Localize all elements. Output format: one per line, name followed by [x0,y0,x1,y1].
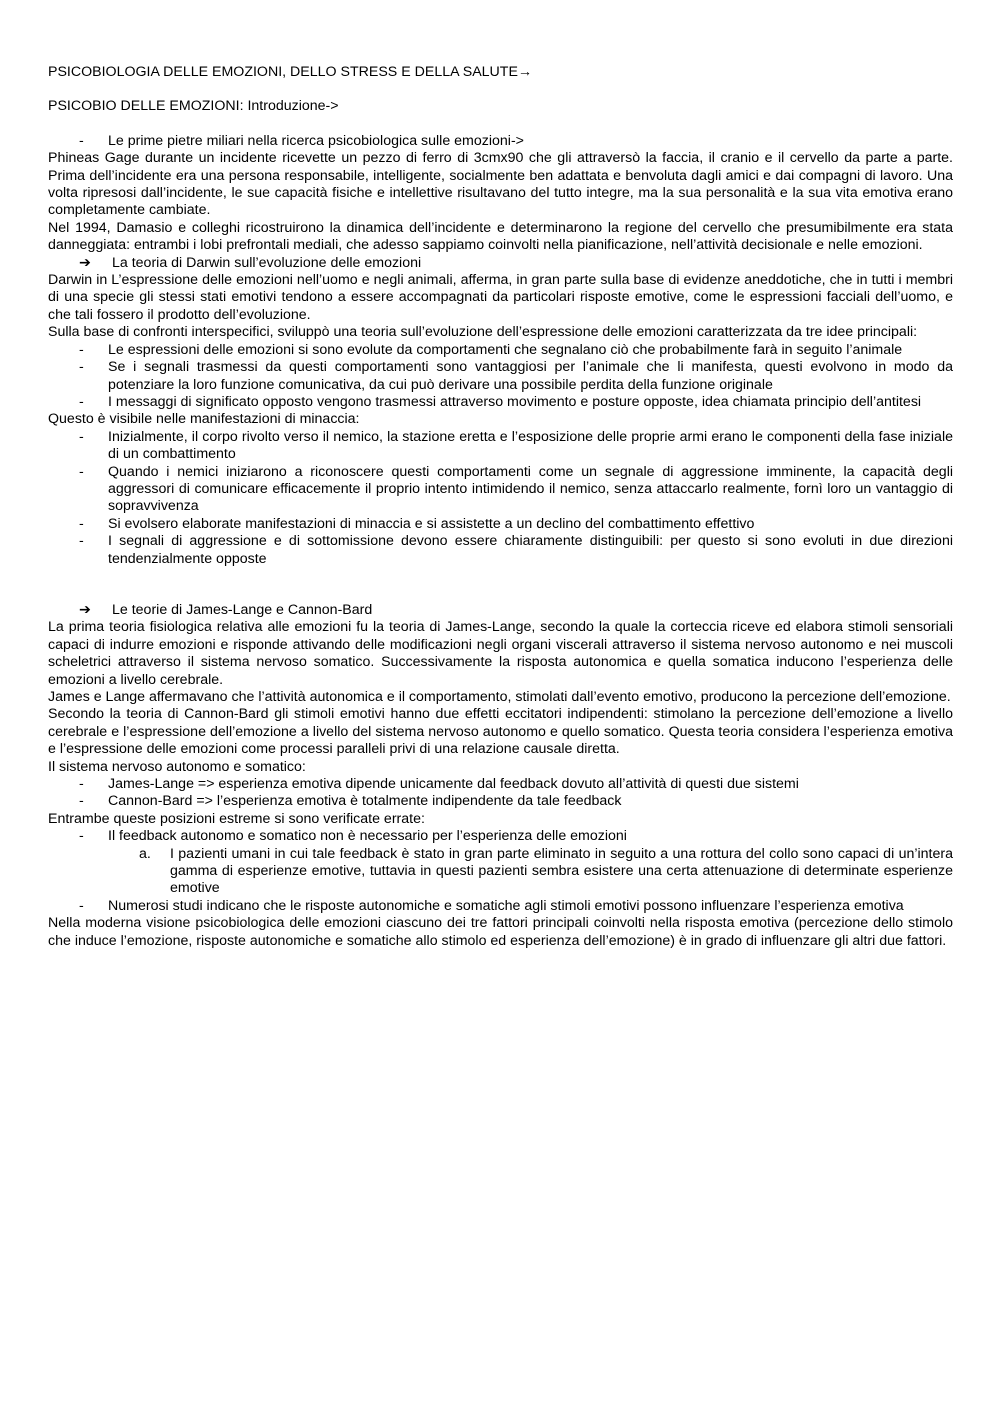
list-item: - Si evolsero elaborate manifestazioni di minaccia e si assistette a un declino del combattimento effettivo [79,515,755,532]
list-item: - Numerosi studi indicano che le risposte autonomiche e somatiche agli stimoli emotivi possono influenzare l’esperienza emotiva [79,897,904,914]
arrow-icon: ➔ [79,601,91,618]
list-item: - James-Lange => esperienza emotiva dipende unicamente dal feedback dovuto all’attività di questi due sistemi [79,776,799,793]
paragraph: Phineas Gage durante un incidente ricevette un pezzo di ferro di 3cmx90 che gli attraversò la faccia, il cranio e il cervello da parte a parte. Prima dell’incidente era una persona responsabile, intelligente, socialmente ben adattata e benvoluta dagli amici e dai compagni di lavoro. Una volta ripresosi dall’incidente, le sue capacità fisiche e intellettive risultavano del tutto integre, ma la sua personalità e la sua vita emotiva erano completamente cambiate. [48,150,953,219]
paragraph: Darwin in L’espressione delle emozioni nell’uomo e negli animali, afferma, in gran parte sulla base di evidenze aneddotiche, che in tutti i membri di una specie gli stessi stati emotivi tendono a essere accompagnati da particolari risposte emotive, come le espressioni facciali dell’uomo, e che tali fossero il prodotto dell’evoluzione. [48,272,953,323]
document-title: PSICOBIOLOGIA DELLE EMOZIONI, DELLO STRESS E DELLA SALUTE→ [48,64,533,80]
paragraph: Sulla base di confronti interspecifici, sviluppò una teoria sull’evoluzione dell’espressione delle emozioni caratterizzata da tre idee principali: [48,324,918,341]
paragraph: Secondo la teoria di Cannon-Bard gli stimoli emotivi hanno due effetti eccitatori indipendenti: stimolano la percezione dell’emozione a livello cerebrale e l’espressione dell’emozione a livello del sistema nervoso autonomo e quello somatico. Questa teoria considera l’esperienza emotiva e l’espressione delle emozioni come processi paralleli privi di una relazione causale diretta. [48,706,953,758]
paragraph: Il sistema nervoso autonomo e somatico: [48,758,306,775]
list-item: - I segnali di aggressione e di sottomissione devono essere chiaramente distinguibili: per questo si sono evoluti in due direzioni tendenzialmente opposte [79,533,953,567]
section-heading-james-lange: ➔ Le teorie di James-Lange e Cannon-Bard [79,601,373,618]
document-page [48,64,953,950]
paragraph: Nel 1994, Damasio e colleghi ricostruirono la dinamica dell’incidente e determinarono la regione del cervello che presumibilmente era stata danneggiata: entrambi i lobi prefrontali mediali, che adesso sappiamo coinvolti nella pianificazione, nell’attività decisionale e nelle emozioni. [48,219,953,254]
paragraph: La prima teoria fisiologica relativa alle emozioni fu la teoria di James-Lange, secondo la quale la corteccia riceve ed elabora stimoli sensoriali capaci di indurre emozioni e risponde attivando delle modificazioni negli organi viscerali attraverso il sistema nervoso autonomo e nei muscoli scheletrici attraverso il sistema nervoso somatico. Successivamente la risposta autonomica e quella somatica inducono l’esperienza delle emozioni a livello cerebrale. [48,619,953,688]
list-item: - Inizialmente, il corpo rivolto verso il nemico, la stazione eretta e l’esposizione delle proprie armi erano le componenti della fase iniziale di un combattimento [79,428,953,463]
paragraph: Nella moderna visione psicobiologica delle emozioni ciascuno dei tre fattori principali coinvolti nella risposta emotiva (percezione dello stimolo che induce l’emozione, risposte autonomiche e somatiche allo stimolo ed esperienza dell’emozione) è in grado di influenzare gli altri due fattori. [48,915,953,949]
section-heading-darwin: ➔ La teoria di Darwin sull’evoluzione delle emozioni [79,254,422,271]
paragraph: James e Lange affermavano che l’attività autonomica e il comportamento, stimolati dall’evento emotivo, producono la percezione dell’emozione. [48,689,951,705]
section-heading-milestones: - Le prime pietre miliari nella ricerca psicobiologica sulle emozioni-> [79,132,524,149]
bullet-marker: - [79,132,84,149]
list-item: - I messaggi di significato opposto vengono trasmessi attraverso movimento e posture opposte, idea chiamata principio dell’antitesi [79,393,922,410]
paragraph: Entrambe queste posizioni estreme si sono verificate errate: [48,810,425,827]
sub-list-item: a. I pazienti umani in cui tale feedback è stato in gran parte eliminato in seguito a una rottura del collo sono capaci di un’intera gamma di esperienze emotive, tuttavia in questi pazienti sembra esistere una certa attenuazione di determinate esperienze emotive [139,845,953,897]
list-item: - Il feedback autonomo e somatico non è necessario per l’esperienza delle emozioni [79,828,627,845]
list-item: - Se i segnali trasmessi da questi comportamenti sono vantaggiosi per l’animale che li manifesta, questi evolvono in modo da potenziare la loro funzione comunicativa, da cui può derivare una possibile perdita della funzione originale [79,359,953,393]
list-item: - Le espressioni delle emozioni si sono evolute da comportamenti che segnalano ciò che probabilmente farà in seguito l’animale [79,341,903,358]
arrow-icon: ➔ [79,254,91,271]
list-item: - Quando i nemici iniziarono a riconoscere questi comportamenti come un segnale di aggressione imminente, la capacità degli aggressori di comunicare efficacemente il proprio intento intimidendo il nemico, senza attaccarlo realmente, fornì loro un vantaggio di sopravvivenza [79,463,953,515]
list-item: - Cannon-Bard => l’esperienza emotiva è totalmente indipendente da tale feedback [79,793,622,810]
paragraph: Questo è visibile nelle manifestazioni di minaccia: [48,411,360,428]
section-subtitle: PSICOBIO DELLE EMOZIONI: Introduzione-> [48,98,339,115]
